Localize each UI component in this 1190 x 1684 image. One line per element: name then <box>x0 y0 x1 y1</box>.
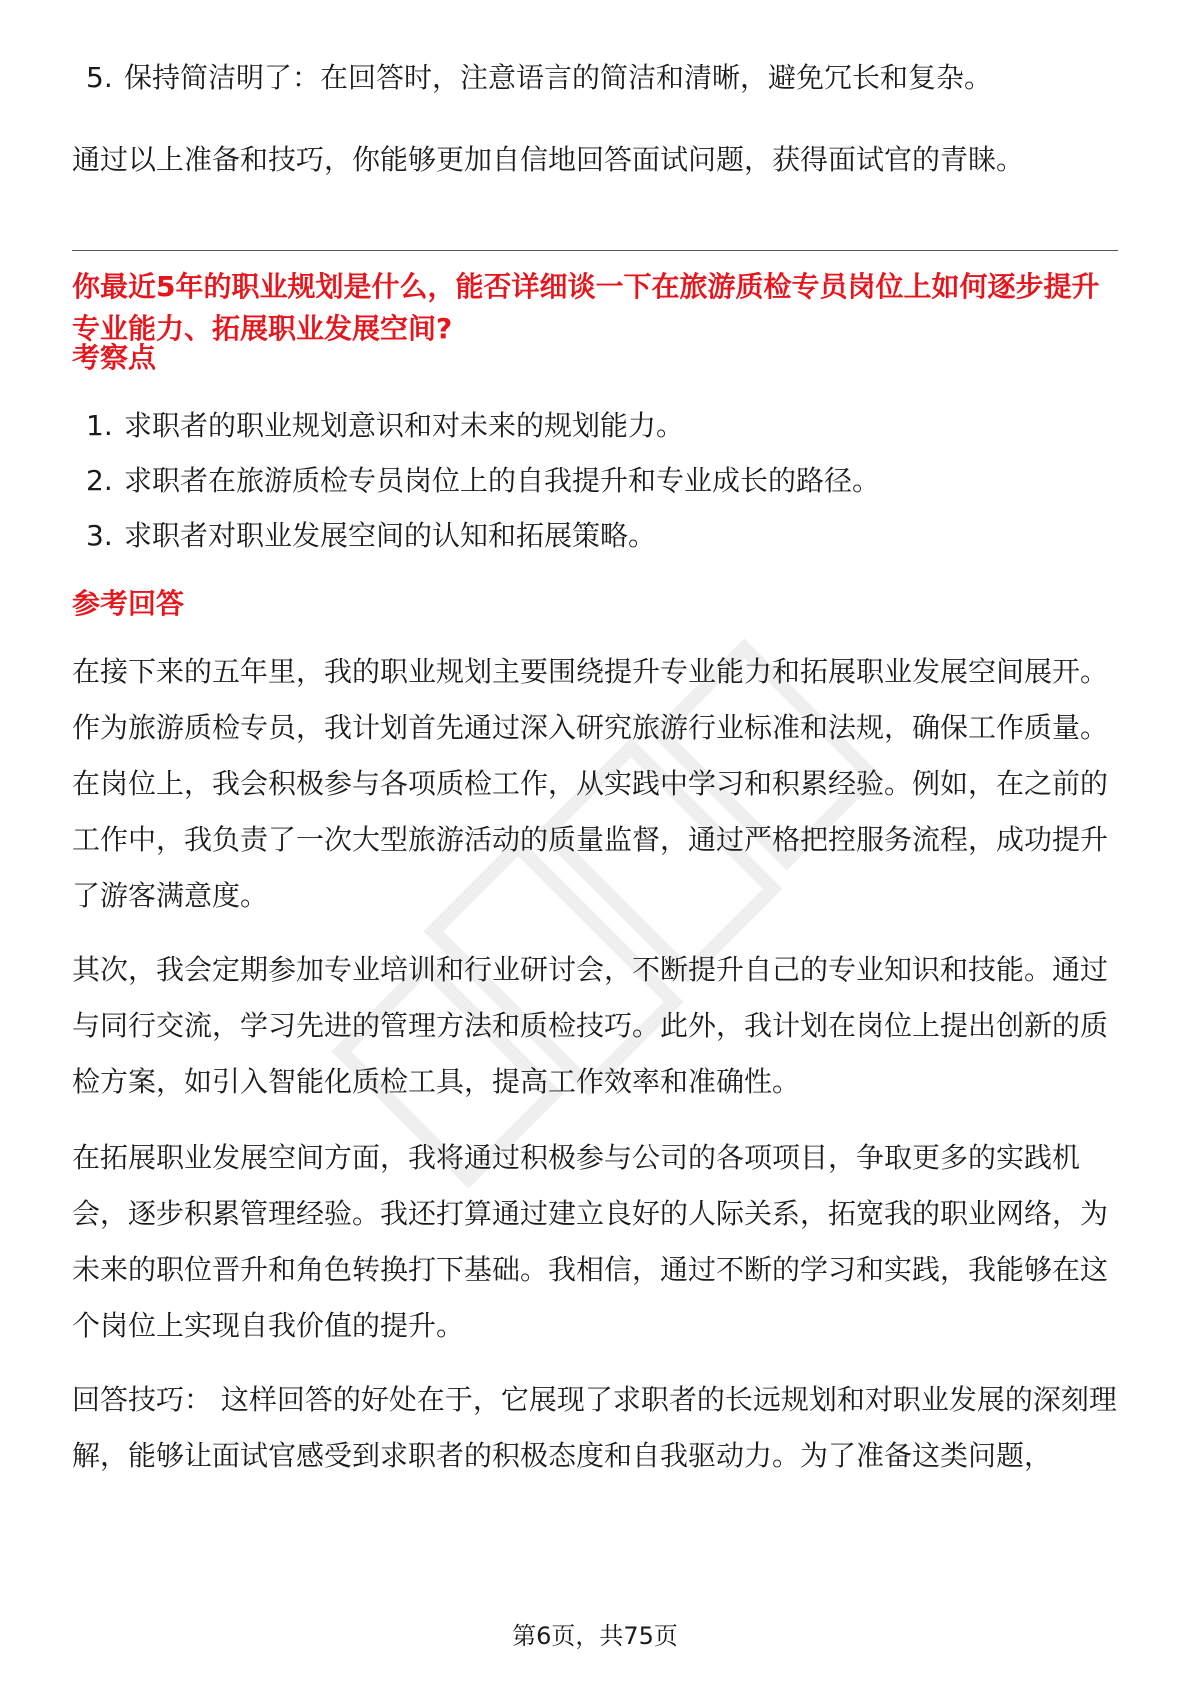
list-text: 求职者的职业规划意识和对未来的规划能力。 <box>124 409 685 442</box>
focus-item <box>72 516 656 556</box>
list-number: 2. <box>86 464 113 497</box>
list-number: 1. <box>86 409 113 442</box>
answer-paragraph: 其次，我会定期参加专业培训和行业研讨会，不断提升自己的专业知识和技能。通过与同行交流，学习先进的管理方法和质检技巧。此外，我计划在岗位上提出创新的质检方案，如引入智能化质检工具，提高工作效率和准确性。 <box>72 953 1109 1098</box>
list-text: 求职者对职业发展空间的认知和拓展策略。 <box>124 519 657 552</box>
list-text: 保持简洁明了：在回答时，注意语言的简洁和清晰，避免冗长和复杂。 <box>124 61 993 94</box>
list-number: 3. <box>86 519 113 552</box>
question-heading: 你最近5年的职业规划是什么，能否详细谈一下在旅游质检专员岗位上如何逐步提升专业能力、拓展职业发展空间? <box>72 270 1100 345</box>
answer-paragraph: 在拓展职业发展空间方面，我将通过积极参与公司的各项项目，争取更多的实践机会，逐步积累管理经验。我还打算通过建立良好的人际关系，拓宽我的职业网络，为未来的职位晋升和角色转换打下基础。我相信，通过不断的学习和实践，我能够在这个岗位上实现自我价值的提升。 <box>72 1141 1109 1342</box>
page-number: 第6页，共75页 <box>512 1622 678 1650</box>
focus-item <box>72 461 880 501</box>
focus-title: 考察点 <box>72 341 157 374</box>
intro-closing: 通过以上准备和技巧，你能够更加自信地回答面试问题，获得面试官的青睐。 <box>72 143 1025 176</box>
list-number: 5. <box>86 61 113 94</box>
answer-paragraph: 在接下来的五年里，我的职业规划主要围绕提升专业能力和拓展职业发展空间展开。作为旅游质检专员，我计划首先通过深入研究旅游行业标准和法规，确保工作质量。在岗位上，我会积极参与各项质检工作，从实践中学习和积累经验。例如，在之前的工作中，我负责了一次大型旅游活动的质量监督，通过严格把控服务流程，成功提升了游客满意度。 <box>72 655 1109 912</box>
answer-title: 参考回答 <box>72 587 185 620</box>
list-text: 求职者在旅游质检专员岗位上的自我提升和专业成长的路径。 <box>124 464 881 497</box>
answer-tips-paragraph: 回答技巧： 这样回答的好处在于，它展现了求职者的长远规划和对职业发展的深刻理解，能够让面试官感受到求职者的积极态度和自我驱动力。为了准备这类问题， <box>72 1383 1117 1472</box>
intro-list-item-5 <box>72 58 992 98</box>
divider <box>72 250 1118 251</box>
focus-item <box>72 406 684 446</box>
